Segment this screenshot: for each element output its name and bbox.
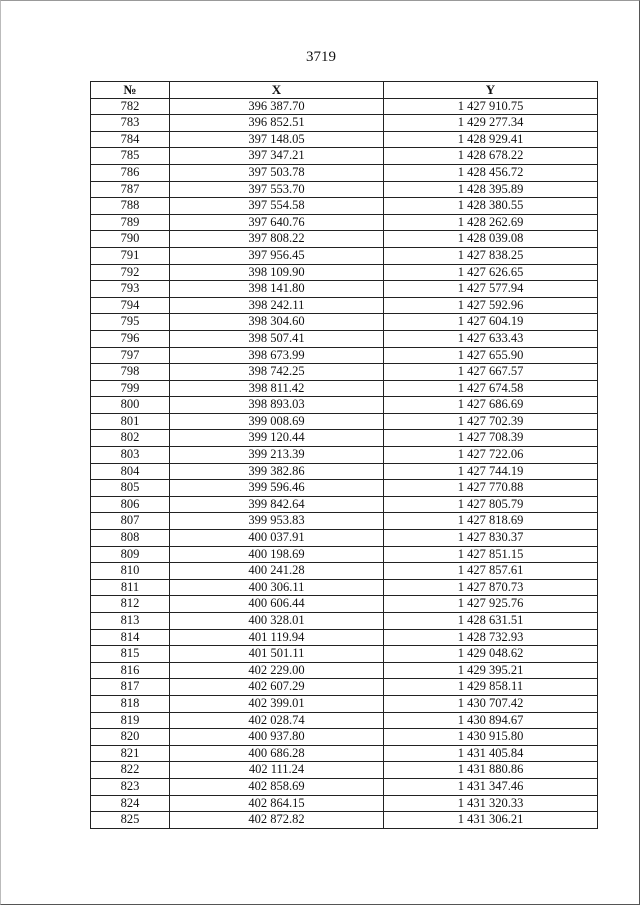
- point-number-cell: 808: [91, 530, 170, 547]
- y-coordinate-cell: 1 427 925.76: [384, 596, 598, 613]
- y-coordinate-cell: 1 430 707.42: [384, 695, 598, 712]
- y-coordinate-cell: 1 429 858.11: [384, 679, 598, 696]
- x-coordinate-cell: 399 596.46: [170, 480, 384, 497]
- point-number-cell: 813: [91, 613, 170, 630]
- x-coordinate-cell: 398 673.99: [170, 347, 384, 364]
- x-coordinate-cell: 400 937.80: [170, 729, 384, 746]
- table-row: [91, 530, 598, 547]
- point-number-cell: 818: [91, 695, 170, 712]
- point-number-cell: 810: [91, 563, 170, 580]
- y-coordinate-cell: 1 430 915.80: [384, 729, 598, 746]
- table-row: [91, 695, 598, 712]
- table-row: [91, 264, 598, 281]
- x-coordinate-cell: 400 686.28: [170, 745, 384, 762]
- x-coordinate-cell: 398 893.03: [170, 397, 384, 414]
- y-coordinate-cell: 1 427 818.69: [384, 513, 598, 530]
- table-row: [91, 480, 598, 497]
- point-number-cell: 804: [91, 463, 170, 480]
- x-coordinate-cell: 398 141.80: [170, 281, 384, 298]
- point-number-cell: 791: [91, 247, 170, 264]
- table-row: [91, 297, 598, 314]
- y-coordinate-cell: 1 429 395.21: [384, 662, 598, 679]
- table-row: [91, 712, 598, 729]
- table-row: [91, 347, 598, 364]
- y-coordinate-cell: 1 431 405.84: [384, 745, 598, 762]
- x-coordinate-cell: 399 953.83: [170, 513, 384, 530]
- table-row: [91, 164, 598, 181]
- point-number-cell: 822: [91, 762, 170, 779]
- y-coordinate-cell: 1 428 395.89: [384, 181, 598, 198]
- x-coordinate-cell: 397 808.22: [170, 231, 384, 248]
- y-coordinate-cell: 1 431 306.21: [384, 812, 598, 829]
- y-coordinate-cell: 1 427 633.43: [384, 330, 598, 347]
- table-row: [91, 397, 598, 414]
- x-coordinate-cell: 402 399.01: [170, 695, 384, 712]
- table-row: [91, 198, 598, 215]
- point-number-cell: 811: [91, 579, 170, 596]
- table-row: [91, 281, 598, 298]
- y-coordinate-cell: 1 428 456.72: [384, 164, 598, 181]
- x-coordinate-cell: 397 503.78: [170, 164, 384, 181]
- table-row: [91, 330, 598, 347]
- y-coordinate-cell: 1 427 702.39: [384, 413, 598, 430]
- x-coordinate-cell: 402 864.15: [170, 795, 384, 812]
- x-coordinate-cell: 399 842.64: [170, 496, 384, 513]
- table-row: [91, 613, 598, 630]
- table-row: [91, 115, 598, 132]
- table-row: [91, 729, 598, 746]
- table-row: [91, 447, 598, 464]
- table-row: [91, 181, 598, 198]
- table-row: [91, 131, 598, 148]
- table-row: [91, 596, 598, 613]
- y-coordinate-cell: 1 427 577.94: [384, 281, 598, 298]
- point-number-cell: 812: [91, 596, 170, 613]
- table-row: [91, 98, 598, 115]
- y-coordinate-cell: 1 427 910.75: [384, 98, 598, 115]
- table-row: [91, 629, 598, 646]
- table-row: [91, 148, 598, 165]
- x-coordinate-cell: 399 382.86: [170, 463, 384, 480]
- point-number-cell: 785: [91, 148, 170, 165]
- point-number-cell: 814: [91, 629, 170, 646]
- x-coordinate-cell: 398 742.25: [170, 364, 384, 381]
- x-coordinate-cell: 400 198.69: [170, 546, 384, 563]
- point-number-cell: 788: [91, 198, 170, 215]
- y-coordinate-cell: 1 431 880.86: [384, 762, 598, 779]
- table-row: [91, 812, 598, 829]
- y-coordinate-cell: 1 431 320.33: [384, 795, 598, 812]
- y-coordinate-cell: 1 427 604.19: [384, 314, 598, 331]
- table-header-row: [91, 82, 598, 99]
- x-coordinate-cell: 397 640.76: [170, 214, 384, 231]
- column-header-y: Y: [384, 82, 598, 99]
- y-coordinate-cell: 1 428 380.55: [384, 198, 598, 215]
- point-number-cell: 820: [91, 729, 170, 746]
- y-coordinate-cell: 1 427 686.69: [384, 397, 598, 414]
- table-row: [91, 662, 598, 679]
- y-coordinate-cell: 1 427 857.61: [384, 563, 598, 580]
- y-coordinate-cell: 1 427 851.15: [384, 546, 598, 563]
- x-coordinate-cell: 397 148.05: [170, 131, 384, 148]
- point-number-cell: 792: [91, 264, 170, 281]
- x-coordinate-cell: 397 347.21: [170, 148, 384, 165]
- x-coordinate-cell: 398 242.11: [170, 297, 384, 314]
- x-coordinate-cell: 402 607.29: [170, 679, 384, 696]
- y-coordinate-cell: 1 429 048.62: [384, 646, 598, 663]
- y-coordinate-cell: 1 427 592.96: [384, 297, 598, 314]
- point-number-cell: 805: [91, 480, 170, 497]
- y-coordinate-cell: 1 430 894.67: [384, 712, 598, 729]
- table-row: [91, 364, 598, 381]
- x-coordinate-cell: 399 120.44: [170, 430, 384, 447]
- y-coordinate-cell: 1 427 770.88: [384, 480, 598, 497]
- point-number-cell: 807: [91, 513, 170, 530]
- x-coordinate-cell: 400 241.28: [170, 563, 384, 580]
- y-coordinate-cell: 1 427 626.65: [384, 264, 598, 281]
- point-number-cell: 823: [91, 778, 170, 795]
- y-coordinate-cell: 1 427 870.73: [384, 579, 598, 596]
- point-number-cell: 817: [91, 679, 170, 696]
- y-coordinate-cell: 1 428 929.41: [384, 131, 598, 148]
- table-row: [91, 496, 598, 513]
- y-coordinate-cell: 1 427 830.37: [384, 530, 598, 547]
- x-coordinate-cell: 398 811.42: [170, 380, 384, 397]
- point-number-cell: 803: [91, 447, 170, 464]
- y-coordinate-cell: 1 427 744.19: [384, 463, 598, 480]
- point-number-cell: 799: [91, 380, 170, 397]
- x-coordinate-cell: 402 858.69: [170, 778, 384, 795]
- x-coordinate-cell: 396 387.70: [170, 98, 384, 115]
- point-number-cell: 795: [91, 314, 170, 331]
- point-number-cell: 806: [91, 496, 170, 513]
- table-row: [91, 430, 598, 447]
- x-coordinate-cell: 396 852.51: [170, 115, 384, 132]
- y-coordinate-cell: 1 428 262.69: [384, 214, 598, 231]
- y-coordinate-cell: 1 427 674.58: [384, 380, 598, 397]
- page-number: 3719: [306, 49, 336, 65]
- point-number-cell: 821: [91, 745, 170, 762]
- table-row: [91, 513, 598, 530]
- table-row: [91, 679, 598, 696]
- table-row: [91, 413, 598, 430]
- y-coordinate-cell: 1 431 347.46: [384, 778, 598, 795]
- x-coordinate-cell: 402 872.82: [170, 812, 384, 829]
- y-coordinate-cell: 1 427 655.90: [384, 347, 598, 364]
- y-coordinate-cell: 1 428 631.51: [384, 613, 598, 630]
- y-coordinate-cell: 1 428 732.93: [384, 629, 598, 646]
- point-number-cell: 783: [91, 115, 170, 132]
- x-coordinate-cell: 401 119.94: [170, 629, 384, 646]
- table-row: [91, 546, 598, 563]
- point-number-cell: 793: [91, 281, 170, 298]
- x-coordinate-cell: 400 037.91: [170, 530, 384, 547]
- point-number-cell: 801: [91, 413, 170, 430]
- x-coordinate-cell: 400 328.01: [170, 613, 384, 630]
- table-body: [91, 98, 598, 828]
- column-header-x: X: [170, 82, 384, 99]
- point-number-cell: 800: [91, 397, 170, 414]
- x-coordinate-cell: 398 507.41: [170, 330, 384, 347]
- table-row: [91, 214, 598, 231]
- y-coordinate-cell: 1 429 277.34: [384, 115, 598, 132]
- point-number-cell: 824: [91, 795, 170, 812]
- y-coordinate-cell: 1 427 805.79: [384, 496, 598, 513]
- point-number-cell: 815: [91, 646, 170, 663]
- y-coordinate-cell: 1 427 838.25: [384, 247, 598, 264]
- point-number-cell: 789: [91, 214, 170, 231]
- y-coordinate-cell: 1 427 708.39: [384, 430, 598, 447]
- x-coordinate-cell: 397 554.58: [170, 198, 384, 215]
- x-coordinate-cell: 398 304.60: [170, 314, 384, 331]
- point-number-cell: 816: [91, 662, 170, 679]
- x-coordinate-cell: 398 109.90: [170, 264, 384, 281]
- coordinates-table: [90, 81, 598, 829]
- point-number-cell: 802: [91, 430, 170, 447]
- column-header-number: №: [91, 82, 170, 99]
- table-row: [91, 778, 598, 795]
- x-coordinate-cell: 399 213.39: [170, 447, 384, 464]
- y-coordinate-cell: 1 428 039.08: [384, 231, 598, 248]
- table-row: [91, 579, 598, 596]
- point-number-cell: 798: [91, 364, 170, 381]
- x-coordinate-cell: 402 229.00: [170, 662, 384, 679]
- table-row: [91, 314, 598, 331]
- x-coordinate-cell: 397 553.70: [170, 181, 384, 198]
- x-coordinate-cell: 397 956.45: [170, 247, 384, 264]
- table-row: [91, 231, 598, 248]
- point-number-cell: 790: [91, 231, 170, 248]
- point-number-cell: 809: [91, 546, 170, 563]
- table-row: [91, 247, 598, 264]
- table-row: [91, 380, 598, 397]
- x-coordinate-cell: 402 111.24: [170, 762, 384, 779]
- x-coordinate-cell: 400 306.11: [170, 579, 384, 596]
- point-number-cell: 782: [91, 98, 170, 115]
- y-coordinate-cell: 1 427 722.06: [384, 447, 598, 464]
- table-row: [91, 563, 598, 580]
- x-coordinate-cell: 399 008.69: [170, 413, 384, 430]
- y-coordinate-cell: 1 427 667.57: [384, 364, 598, 381]
- table-row: [91, 762, 598, 779]
- point-number-cell: 819: [91, 712, 170, 729]
- point-number-cell: 796: [91, 330, 170, 347]
- x-coordinate-cell: 400 606.44: [170, 596, 384, 613]
- x-coordinate-cell: 401 501.11: [170, 646, 384, 663]
- point-number-cell: 825: [91, 812, 170, 829]
- point-number-cell: 787: [91, 181, 170, 198]
- y-coordinate-cell: 1 428 678.22: [384, 148, 598, 165]
- table-row: [91, 745, 598, 762]
- point-number-cell: 797: [91, 347, 170, 364]
- table-row: [91, 795, 598, 812]
- point-number-cell: 794: [91, 297, 170, 314]
- point-number-cell: 786: [91, 164, 170, 181]
- table-row: [91, 463, 598, 480]
- table-row: [91, 646, 598, 663]
- x-coordinate-cell: 402 028.74: [170, 712, 384, 729]
- point-number-cell: 784: [91, 131, 170, 148]
